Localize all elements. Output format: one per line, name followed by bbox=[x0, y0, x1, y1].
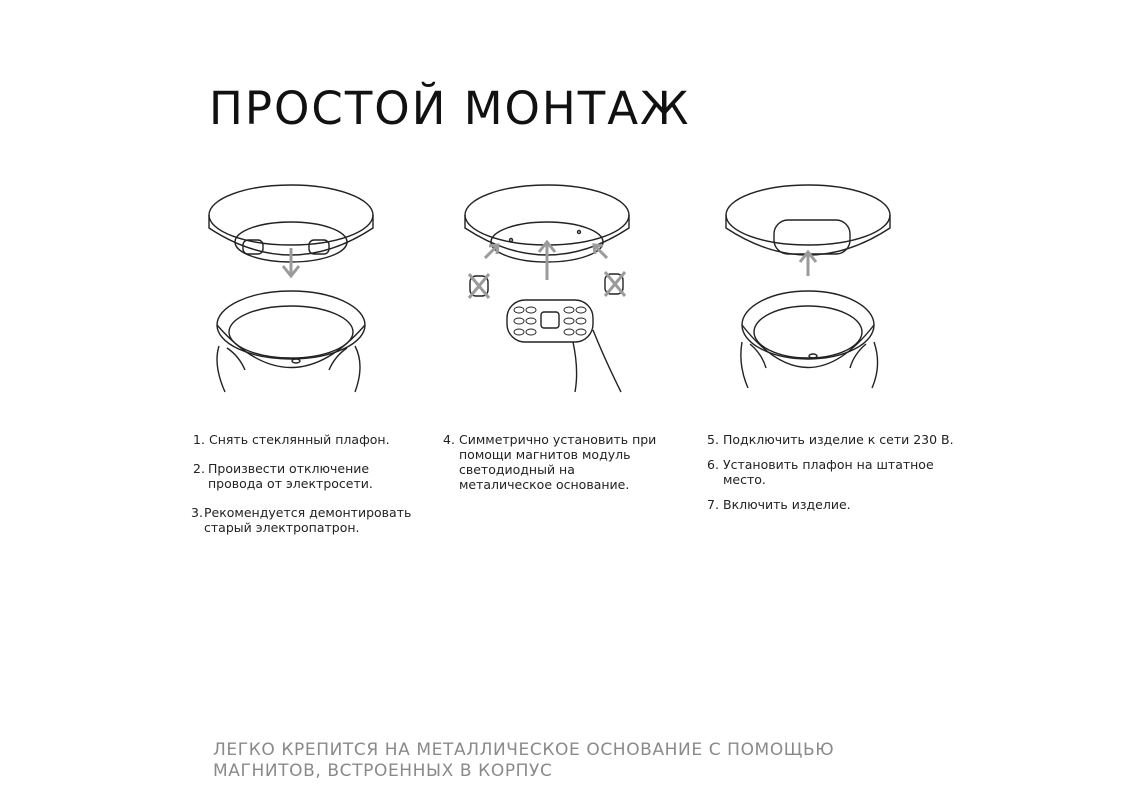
step-item bbox=[443, 432, 659, 492]
step-text: Включить изделие. bbox=[723, 497, 851, 512]
illustration-step-1 bbox=[205, 170, 380, 400]
steps-column-1 bbox=[193, 432, 433, 535]
footer-caption: ЛЕГКО КРЕПИТСЯ НА МЕТАЛЛИЧЕСКОЕ ОСНОВАНИЕ С ПОМОЩЬЮ МАГНИТОВ, ВСТРОЕННЫХ В КОРПУС bbox=[213, 740, 835, 781]
step-number: 1. bbox=[193, 432, 205, 447]
step-number: 7. bbox=[707, 497, 719, 512]
step-item bbox=[193, 461, 388, 491]
step-text: Снять стеклянный плафон. bbox=[209, 432, 390, 447]
step-text: Подключить изделие к сети 230 В. bbox=[723, 432, 954, 447]
step-number: 6. bbox=[707, 457, 719, 472]
page-title: ПРОСТОЙ МОНТАЖ bbox=[209, 82, 691, 136]
step-number: 4. bbox=[443, 432, 455, 447]
steps-column-3 bbox=[707, 432, 967, 512]
step-text: Рекомендуется демонтировать старый электропатрон. bbox=[204, 505, 412, 535]
step-text: Установить плафон на штатное место. bbox=[723, 457, 934, 487]
illustration-step-5 bbox=[722, 170, 897, 400]
step-number: 3. bbox=[191, 505, 203, 520]
remove-shade-drawing bbox=[205, 170, 380, 400]
steps-column-2 bbox=[443, 432, 668, 492]
step-item bbox=[707, 497, 967, 512]
reinstall-shade-drawing bbox=[722, 170, 897, 400]
step-item bbox=[191, 505, 429, 535]
step-number: 5. bbox=[707, 432, 719, 447]
install-module-drawing bbox=[455, 170, 640, 400]
step-item bbox=[707, 457, 953, 487]
step-text: Симметрично установить при помощи магнитов модуль светодиодный на металическое основание. bbox=[459, 432, 657, 492]
step-number: 2. bbox=[193, 461, 205, 476]
step-item bbox=[193, 432, 433, 447]
step-text: Произвести отключение провода от электросети. bbox=[208, 461, 373, 491]
illustration-step-4 bbox=[455, 170, 640, 400]
step-item bbox=[707, 432, 967, 447]
